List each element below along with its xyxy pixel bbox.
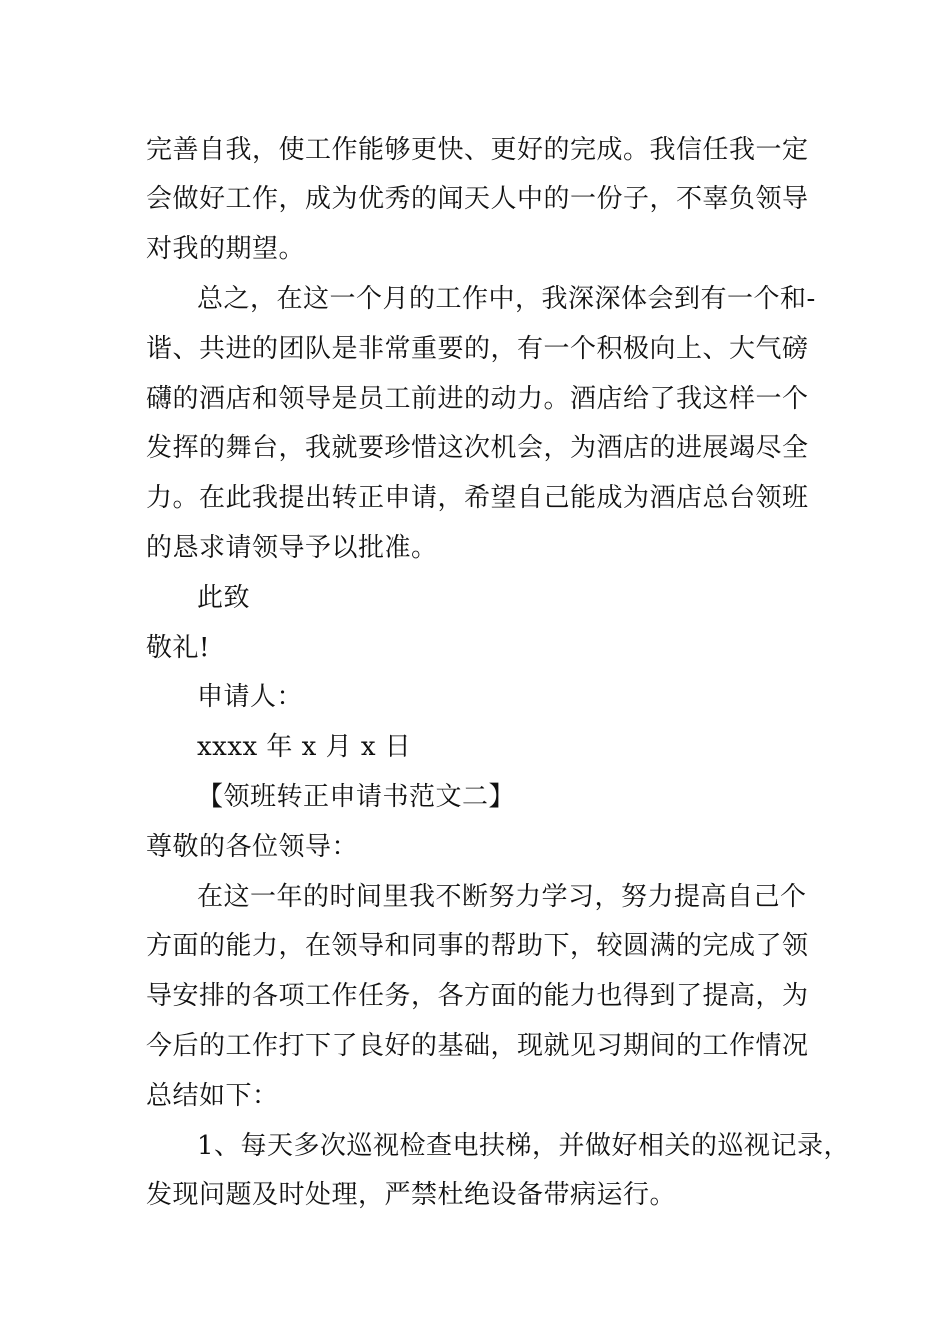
applicant-label: 申请人： — [197, 682, 304, 712]
text-line: 力。在此我提出转正申请，希望自己能成为酒店总台领班 — [146, 483, 809, 513]
text-line: 完善自我，使工作能够更快、更好的完成。我信任我一定 — [146, 135, 809, 165]
text-line: 对我的期望。 — [146, 234, 306, 264]
closing-salutation: 此致 — [197, 583, 251, 613]
text-line: 方面的能力，在领导和同事的帮助下，较圆满的完成了领 — [146, 931, 809, 961]
closing-regards: 敬礼! — [146, 633, 210, 663]
text-line: 总之，在这一个月的工作中，我深深体会到有一个和- — [197, 284, 816, 314]
text-line: 发挥的舞台，我就要珍惜这次机会，为酒店的进展竭尽全 — [146, 433, 809, 463]
text-line: 总结如下： — [146, 1081, 279, 1111]
salutation: 尊敬的各位领导： — [146, 832, 359, 862]
text-line: 今后的工作打下了良好的基础，现就见习期间的工作情况 — [146, 1031, 809, 1061]
text-line: 会做好工作，成为优秀的闻天人中的一份子，不辜负领导 — [146, 184, 809, 214]
date-line: xxxx 年 x 月 x 日 — [197, 732, 412, 762]
text-line: 礴的酒店和领导是员工前进的动力。酒店给了我这样一个 — [146, 384, 809, 414]
text-line: 导安排的各项工作任务，各方面的能力也得到了提高，为 — [146, 981, 809, 1011]
text-line: 的恳求请领导予以批准。 — [146, 533, 438, 563]
text-line: 谐、共进的团队是非常重要的，有一个积极向上、大气磅 — [146, 334, 809, 364]
list-item: 1、每天多次巡视检查电扶梯，并做好相关的巡视记录， — [197, 1131, 851, 1161]
section-heading: 【领班转正申请书范文二】 — [197, 782, 516, 812]
text-line: 发现问题及时处理，严禁杜绝设备带病运行。 — [146, 1180, 677, 1210]
text-line: 在这一年的时间里我不断努力学习，努力提高自己个 — [197, 882, 807, 912]
